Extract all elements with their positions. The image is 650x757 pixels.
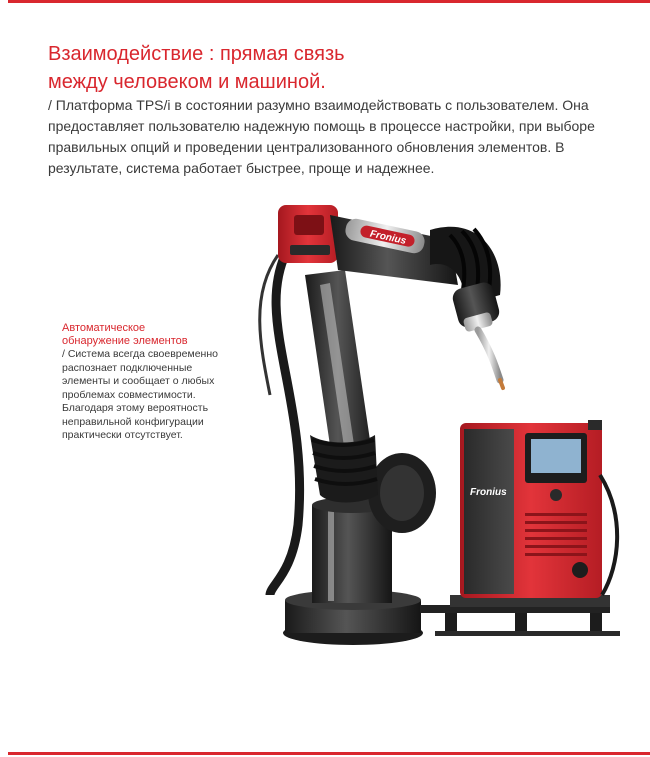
welding-power-source (460, 420, 617, 598)
welding-torch (478, 330, 503, 388)
cable-hose (270, 245, 300, 595)
page-headline (48, 40, 608, 96)
robot-shoulder (278, 205, 338, 263)
top-accent-rule (8, 0, 650, 3)
pallet (420, 595, 620, 636)
callout-title (62, 322, 237, 348)
robot-welding-system-illustration (250, 195, 650, 665)
adjustment-dial (550, 489, 562, 501)
headline-line-2: между человеком и машиной. (48, 71, 326, 93)
intro-paragraph: / Платформа TPS/i в состоянии разумно взаимодействовать с пользователем. Она предоставляет пользователю надежную помощь в процессе настройки, при выборе правильных опций и проведении централизованного обновления элементов. В результате, система работает быстрее, проще и надежнее. (48, 97, 595, 176)
connector-socket (572, 562, 588, 578)
power-source-brand-label: Fronius (470, 487, 507, 498)
callout-title-line-1: Автоматическое (62, 322, 146, 334)
headline-line-1: Взаимодействие : прямая связь (48, 43, 345, 65)
robot-lower-arm (305, 270, 378, 503)
display-screen (531, 439, 581, 473)
callout-title-line-2: обнаружение элементов (62, 335, 188, 347)
callout-body: / Система всегда своевременно распознает подключенные элементы и сообщает о любых проблемах совместимости. Благодаря этому вероятность неправильной конфигурации практически отсутствует. (62, 348, 218, 441)
bottom-accent-rule (8, 752, 650, 755)
feature-callout (62, 322, 237, 443)
robot-arm-brand-label: Fronius (368, 228, 408, 247)
